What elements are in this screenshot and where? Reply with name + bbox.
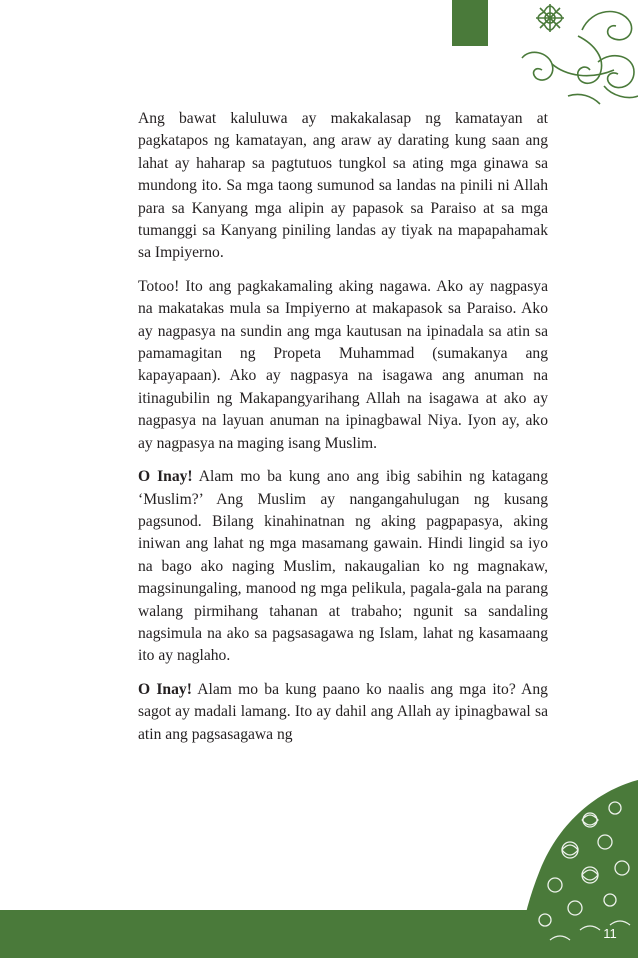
paragraph-text: Ang bawat kaluluwa ay makakalasap ng kamatayan at pagkatapos ng kamatayan, ang araw ay darating kung saan ang lahat ay haharap sa pagtutuos tungkol sa ating mga ginawa sa mundong ito. Sa mga taong sumunod sa landas na pinili ni Allah para sa Kanyang mga alipin ay papasok sa Paraiso at sa mga tumanggi sa Kanyang piniling landas ay tiyak na mapapahamak sa Impiyerno. (138, 110, 548, 262)
paragraph-text: Alam mo ba kung paano ko naalis ang mga ito? Ang sagot ay madali lamang. Ito ay dahil ang Allah ay ipinagbawal sa atin ang pagsasagawa ng (138, 680, 548, 743)
paragraph-1 (138, 108, 548, 265)
paragraph-2 (138, 276, 548, 455)
paragraph-lead: O Inay! (138, 468, 193, 486)
paragraph-4 (138, 679, 548, 746)
paragraph-lead: O Inay! (138, 680, 192, 698)
body-text (138, 108, 548, 757)
top-green-tab (452, 0, 488, 46)
paragraph-text: Totoo! Ito ang pagkakamaling aking nagawa. Ako ay nagpasya na makatakas mula sa Impiyerno at makapasok sa Paraiso. Ako ay nagpasya na sundin ang mga kautusan na ipinadala sa atin sa pamamagitan ng Propeta Muhammad (sumakanya ang kapayapaan). Ako ay nagpasya na isagawa ang anuman na itinagubilin ng Makapangyarihang Allah na isagawa at ako ay nagpasya na layuan anuman na ipinagbawal Niya. Iyon ay, ako ay nagpasya na maging isang Muslim. (138, 277, 548, 452)
page-number: 11 (603, 926, 617, 941)
paragraph-3 (138, 466, 548, 668)
paragraph-text: Alam mo ba kung ano ang ibig sabihin ng katagang ‘Muslim?’ Ang Muslim ay nangangahulugan ng kusang pagsunod. Bilang kinahinatnan ng aking pagpapasya, aking iniwan ang lahat ng mga masamang gawain. Hindi lingid sa iyo na bago ako naging Muslim, nakaugalian ko ng magnakaw, magsinungaling, manood ng mga pelikula, pagala-gala na parang walang pirmihang tahanan at trabaho; ngunit sa sandaling nagsimula na ako sa pagsasagawa ng Islam, lahat ng kasamaang ito ay naglaho. (138, 468, 549, 665)
floral-swirl-icon (508, 0, 638, 105)
